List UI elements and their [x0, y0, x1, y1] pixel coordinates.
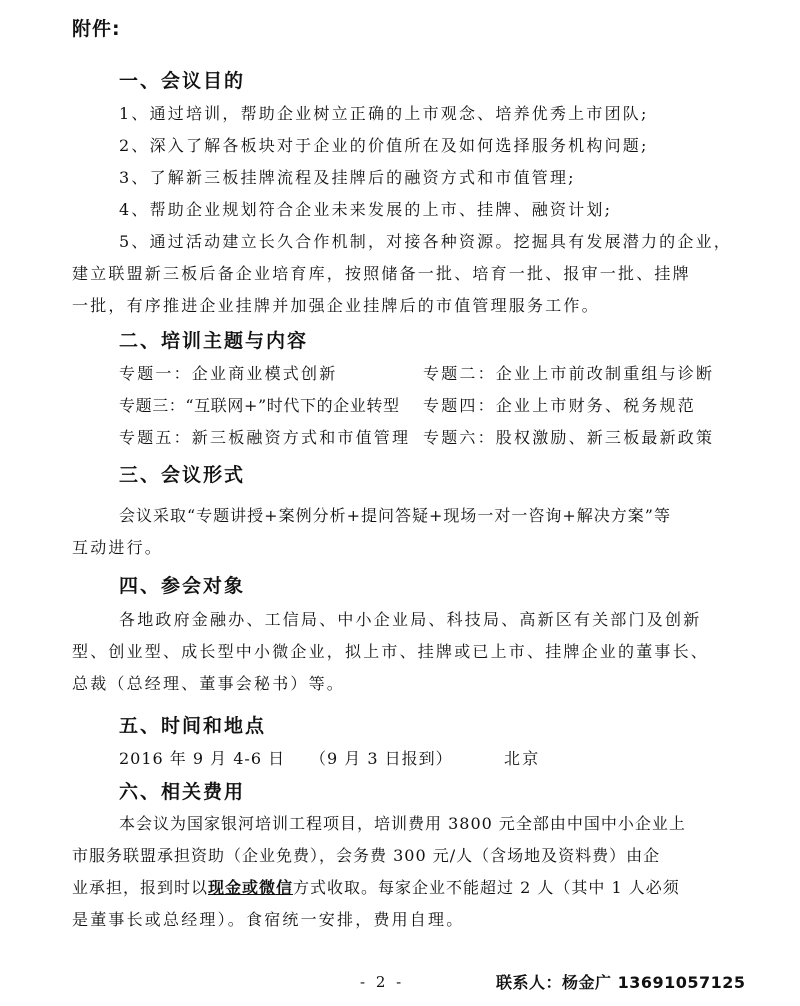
s6-line-2: 市服务联盟承担资助（企业免费），会务费 300 元/人（含场地及资料费）由企 — [72, 846, 661, 865]
s1-item-5-cont-1: 建立联盟新三板后备企业培育库，按照储备一批、培育一批、报审一批、挂牌 — [72, 264, 691, 283]
topic-6: 专题六：股权激励、新三板最新政策 — [423, 428, 715, 447]
s6-line-4: 是董事长或总经理）。食宿统一安排，费用自理。 — [72, 910, 465, 929]
contact-info: 联系人：杨金广 13691057125 — [496, 973, 746, 992]
s4-line-3: 总裁（总经理、董事会秘书）等。 — [72, 674, 346, 693]
topic-4: 专题四：企业上市财务、税务规范 — [423, 396, 697, 415]
section-5-title: 五、时间和地点 — [119, 715, 267, 737]
s1-item-2: 2、深入了解各板块对于企业的价值所在及如何选择服务机构问题; — [119, 136, 649, 155]
section-1-title: 一、会议目的 — [119, 70, 246, 92]
s4-line-2: 型、创业型、成长型中小微企业，拟上市、挂牌或已上市、挂牌企业的董事长、 — [72, 642, 710, 661]
checkin-date: （9 月 3 日报到） — [310, 749, 453, 768]
section-3-title: 三、会议形式 — [119, 464, 246, 486]
s6-line-3-b: 方式收取。每家企业不能超过 2 人（其中 1 人必须 — [293, 878, 680, 897]
s6-line-1: 本会议为国家银河培训工程项目，培训费用 3800 元全部由中国中小企业上 — [119, 814, 686, 833]
section-4-title: 四、参会对象 — [119, 575, 246, 597]
s3-line-2: 互动进行。 — [72, 538, 164, 557]
s1-item-5: 5、通过活动建立长久合作机制，对接各种资源。挖掘具有发展潜力的企业， — [119, 232, 732, 251]
event-date: 2016 年 9 月 4-6 日 — [119, 749, 286, 768]
s4-line-1: 各地政府金融办、工信局、中小企业局、科技局、高新区有关部门及创新 — [119, 610, 702, 629]
s1-item-5-cont-2: 一批，有序推进企业挂牌并加强企业挂牌后的市值管理服务工作。 — [72, 296, 600, 315]
section-2-title: 二、培训主题与内容 — [119, 330, 309, 352]
s3-line-1: 会议采取“专题讲授+案例分析+提问答疑+现场一对一咨询+解决方案”等 — [119, 506, 671, 525]
s1-item-4: 4、帮助企业规划符合企业未来发展的上市、挂牌、融资计划; — [119, 200, 613, 219]
payment-method: 现金或微信 — [208, 878, 294, 897]
topic-1: 专题一：企业商业模式创新 — [119, 364, 338, 383]
topic-3: 专题三：“互联网+”时代下的企业转型 — [119, 396, 400, 415]
attachment-label: 附件: — [72, 18, 121, 40]
topic-2: 专题二：企业上市前改制重组与诊断 — [423, 364, 715, 383]
s6-line-3-a: 业承担，报到时以 — [72, 878, 209, 897]
topic-5: 专题五：新三板融资方式和市值管理 — [119, 428, 411, 447]
s6-line-3 — [72, 875, 680, 898]
s1-item-3: 3、了解新三板挂牌流程及挂牌后的融资方式和市值管理; — [119, 168, 576, 187]
event-place: 北京 — [504, 749, 541, 768]
page-number: - 2 - — [360, 973, 405, 991]
section-6-title: 六、相关费用 — [119, 781, 246, 803]
s1-item-1: 1、通过培训，帮助企业树立正确的上市观念、培养优秀上市团队; — [119, 104, 649, 123]
